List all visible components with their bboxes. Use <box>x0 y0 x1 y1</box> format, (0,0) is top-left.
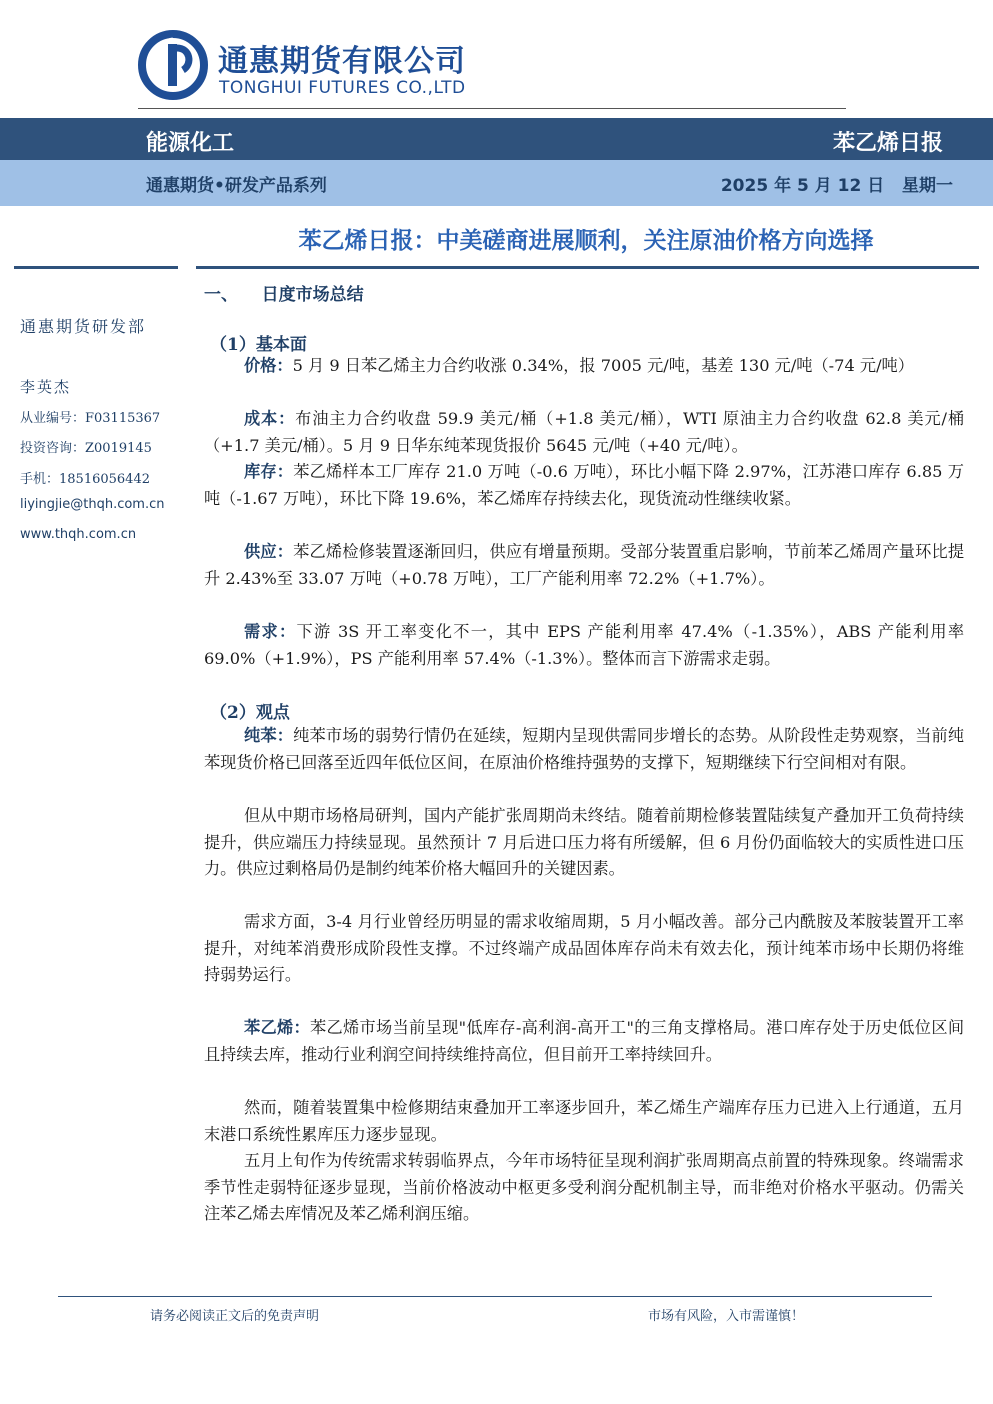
benzene-paragraph-2: 但从中期市场格局研判，国内产能扩张周期尚未终结。随着前期检修装置陆续复产叠加开工负荷持续提升，供应端压力持续显现。虽然预计 7 月后进口压力将有所缓解，但 6 月份仍面临较大的实质性进口压力。供应过剩格局仍是制约纯苯价格大幅回升的关键因素。 <box>204 806 964 878</box>
views-heading: （2）观点 <box>210 703 290 723</box>
styrene-text-1: 苯乙烯市场当前呈现"低库存-高利润-高开工"的三角支撑格局。港口库存处于历史低位区间且持续去库，推动行业利润空间持续维持高位，但目前开工率持续回升。 <box>204 1018 965 1064</box>
report-type-label: 苯乙烯日报 <box>832 131 943 156</box>
report-date: 2025 年 5 月 12 日 星期一 <box>720 176 953 196</box>
footer-disclaimer: 请务必阅读正文后的免责声明 <box>150 1309 320 1324</box>
header-divider <box>138 108 846 109</box>
styrene-paragraph-3: 五月上旬作为传统需求转弱临界点，今年市场特征呈现利润扩张周期高点前置的特殊现象。终端需求季节性走弱特征逐步显现，当前价格波动中枢更多受利润分配机制主导，而非绝对价格水平驱动。仍需关注苯乙烯去库情况及苯乙烯利润压缩。 <box>204 1151 964 1223</box>
company-name-cn: 通惠期货有限公司 <box>218 44 466 79</box>
styrene-label: 苯乙烯： <box>244 1018 311 1037</box>
price-label: 价格： <box>244 356 293 375</box>
title-divider-left <box>14 266 178 269</box>
series-label: 通惠期货•研发产品系列 <box>146 176 327 196</box>
section-heading: 一、 日度市场总结 <box>204 285 364 305</box>
footer-risk-warning: 市场有风险，入市需谨慎！ <box>648 1309 805 1324</box>
benzene-paragraph-3: 需求方面，3-4 月行业曾经历明显的需求收缩周期，5 月小幅改善。部分己内酰胺及苯胺装置开工率提升，对纯苯消费形成阶段性支撑。不过终端产成品固体库存尚未有效去化，预计纯苯市场中长期仍将维持弱势运行。 <box>204 912 964 984</box>
inventory-text: 苯乙烯样本工厂库存 21.0 万吨（-0.6 万吨），环比小幅下降 2.97%，江苏港口库存 6.85 万吨（-1.67 万吨），环比下降 19.6%，苯乙烯库存持续去化，现货流动性继续收紧。 <box>204 462 964 508</box>
cost-paragraph <box>204 406 964 459</box>
sidebar-department: 通惠期货研发部 <box>20 317 147 336</box>
sidebar-author: 李英杰 <box>20 378 72 396</box>
title-divider-right <box>196 266 979 269</box>
demand-paragraph <box>204 619 964 672</box>
sidebar-website[interactable]: www.thqh.com.cn <box>20 527 137 542</box>
styrene-paragraph-1 <box>204 1015 964 1068</box>
fundamentals-heading: （1）基本面 <box>210 335 307 355</box>
sidebar-phone: 手机：18516056442 <box>20 472 150 487</box>
sidebar-email[interactable]: liyingjie@thqh.com.cn <box>20 497 165 512</box>
price-text: 5 月 9 日苯乙烯主力合约收涨 0.34%，报 7005 元/吨，基差 130 元/吨（-74 元/吨） <box>292 356 914 375</box>
supply-text: 苯乙烯检修装置逐渐回归，供应有增量预期。受部分装置重启影响，节前苯乙烯周产量环比提升 2.43%至 33.07 万吨（+0.78 万吨），工厂产能利用率 72.2%（+1.7%）。 <box>204 542 965 588</box>
sector-label: 能源化工 <box>146 131 235 156</box>
cost-text: 布油主力合约收盘 59.9 美元/桶（+1.8 美元/桶），WTI 原油主力合约收盘 62.8 美元/桶（+1.7 美元/桶）。5 月 9 日华东纯苯现货报价 5645 元/吨（+40 元/吨）。 <box>204 409 965 455</box>
price-paragraph <box>204 353 964 380</box>
footer-divider <box>58 1296 932 1297</box>
benzene-label: 纯苯： <box>244 726 294 745</box>
supply-label: 供应： <box>244 542 294 561</box>
company-name-en: TONGHUI FUTURES CO.,LTD <box>219 78 466 98</box>
report-title: 苯乙烯日报：中美磋商进展顺利，关注原油价格方向选择 <box>298 228 874 254</box>
sidebar-consult-id: 投资咨询：Z0019145 <box>20 441 152 456</box>
tonghui-logo-icon <box>138 30 208 100</box>
inventory-label: 库存： <box>244 462 294 481</box>
benzene-text-1: 纯苯市场的弱势行情仍在延续，短期内呈现供需同步增长的态势。从阶段性走势观察，当前纯苯现货价格已回落至近四年低位区间，在原油价格维持强势的支撑下，短期继续下行空间相对有限。 <box>204 726 965 772</box>
sidebar-license: 从业编号：F03115367 <box>20 411 161 426</box>
benzene-paragraph-1 <box>204 723 964 776</box>
demand-text: 下游 3S 开工率变化不一，其中 EPS 产能利用率 47.4%（-1.35%），ABS 产能利用率 69.0%（+1.9%），PS 产能利用率 57.4%（-1.3%）。整体而言下游需求走弱。 <box>204 622 965 668</box>
inventory-paragraph <box>204 459 964 512</box>
cost-label: 成本： <box>244 409 296 428</box>
demand-label: 需求： <box>244 622 297 641</box>
supply-paragraph <box>204 539 964 592</box>
styrene-paragraph-2: 然而，随着装置集中检修期结束叠加开工率逐步回升，苯乙烯生产端库存压力已进入上行通道，五月末港口系统性累库压力逐步显现。 <box>204 1098 964 1144</box>
